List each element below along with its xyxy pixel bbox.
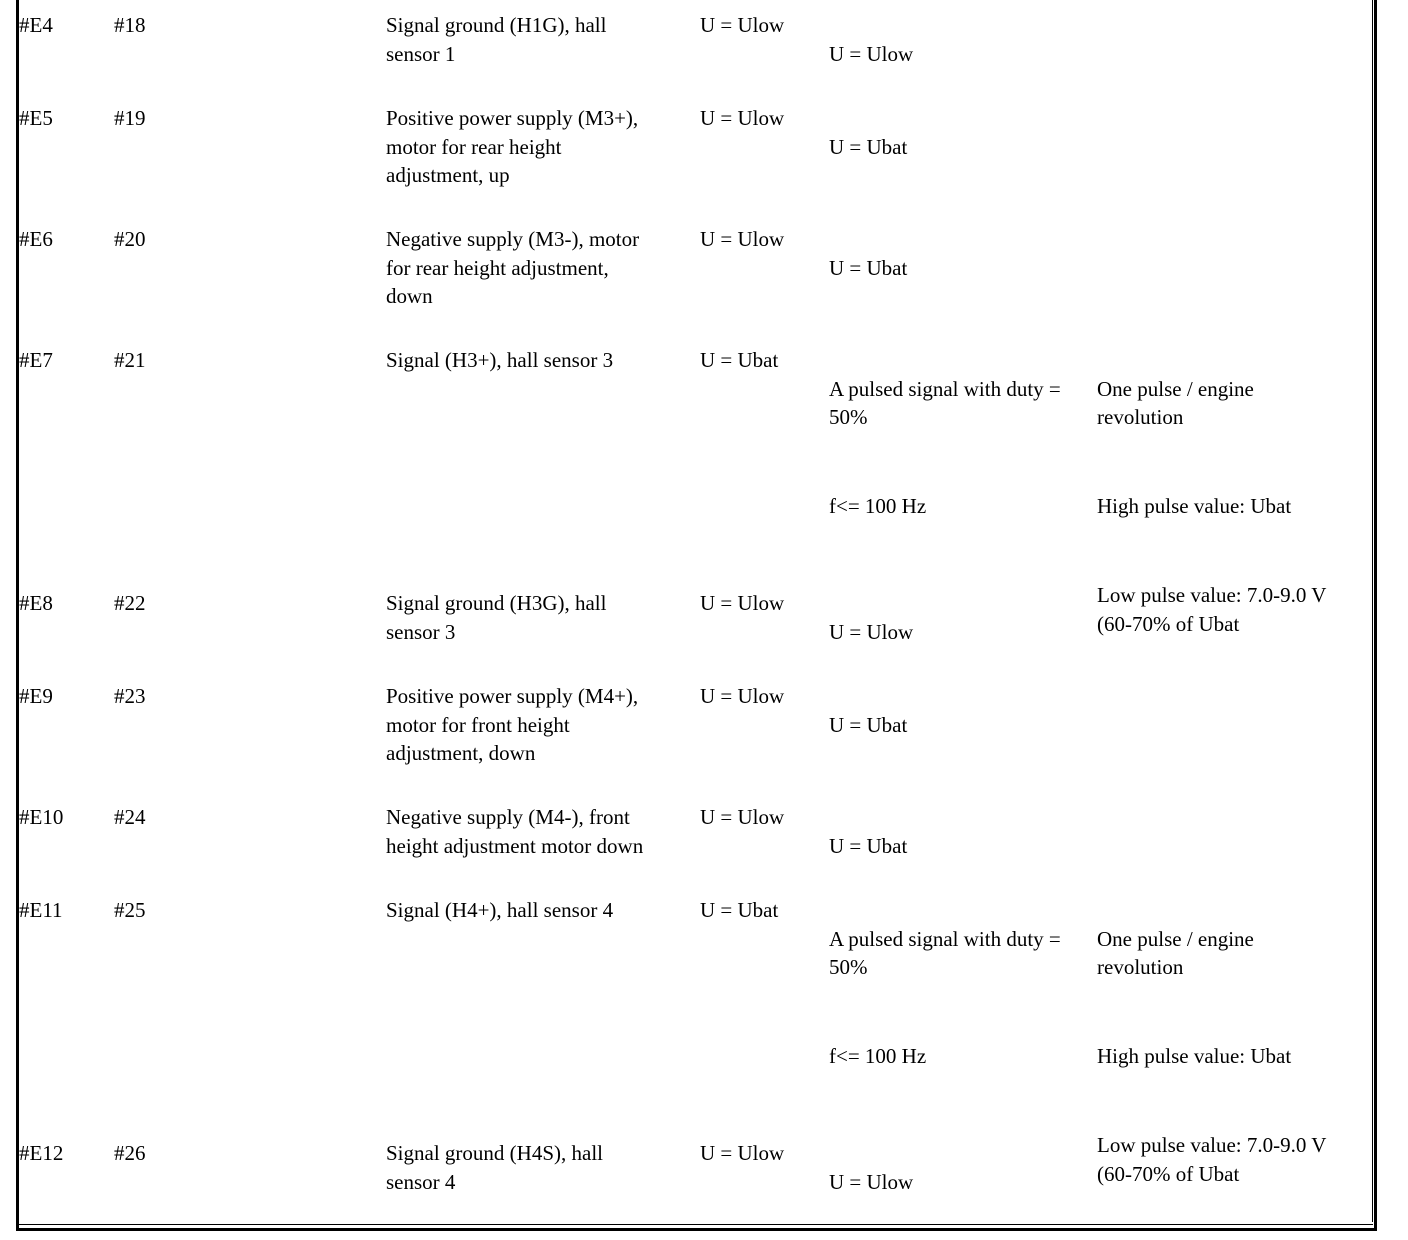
pin-description: Signal ground (H1G), hall sensor 1 <box>386 13 607 66</box>
connector-id: #E5 <box>19 106 53 130</box>
signal-note-line: Low pulse value: 7.0-9.0 V (60-70% of Ubat <box>1097 583 1327 636</box>
pin-description: Positive power supply (M3+), motor for rear height adjustment, up <box>386 106 639 187</box>
pin-number: #25 <box>114 898 146 922</box>
pin-description: Negative supply (M3-), motor for rear height adjustment, down <box>386 227 640 308</box>
voltage-inactive: U = Ulow <box>700 591 785 615</box>
voltage-active-line: f<= 100 Hz <box>829 494 927 518</box>
voltage-inactive: U = Ubat <box>700 898 779 922</box>
voltage-active-line: U = Ulow <box>829 41 914 66</box>
voltage-active <box>829 803 1099 889</box>
voltage-active-line: U = Ubat <box>829 833 908 858</box>
voltage-inactive: U = Ulow <box>700 805 785 829</box>
pin-description: Signal (H4+), hall sensor 4 <box>386 898 614 922</box>
voltage-active-line: f<= 100 Hz <box>829 1044 927 1068</box>
pin-number: #21 <box>114 348 146 372</box>
pin-description: Signal (H3+), hall sensor 3 <box>386 348 614 372</box>
voltage-active-line: U = Ubat <box>829 712 908 737</box>
signal-note-line: One pulse / engine revolution <box>1097 376 1254 429</box>
connector-id: #E7 <box>19 348 53 372</box>
pin-number: #18 <box>114 13 146 37</box>
voltage-inactive: U = Ubat <box>700 348 779 372</box>
pin-number: #20 <box>114 227 146 251</box>
voltage-active-line: U = Ulow <box>829 1169 914 1194</box>
signal-notes <box>1097 346 1377 667</box>
voltage-active <box>829 682 1099 768</box>
voltage-active-line: U = Ubat <box>829 255 908 280</box>
voltage-active <box>829 589 1099 675</box>
pin-number: #24 <box>114 805 146 829</box>
pin-number: #23 <box>114 684 146 708</box>
signal-note-line: Low pulse value: 7.0-9.0 V (60-70% of Ubat <box>1097 1133 1327 1186</box>
voltage-inactive: U = Ulow <box>700 227 785 251</box>
pin-number: #22 <box>114 591 146 615</box>
connector-id: #E4 <box>19 13 53 37</box>
pin-description: Signal ground (H4S), hall sensor 4 <box>386 1141 603 1194</box>
pin-number: #19 <box>114 106 146 130</box>
signal-note-line: High pulse value: Ubat <box>1097 1044 1292 1068</box>
voltage-active-line: A pulsed signal with duty = 50% <box>829 376 1061 429</box>
voltage-active <box>829 11 1099 97</box>
connector-id: #E10 <box>19 805 64 829</box>
signal-note-line: One pulse / engine revolution <box>1097 926 1254 979</box>
voltage-active <box>829 346 1099 549</box>
voltage-active-line: U = Ulow <box>829 619 914 644</box>
signal-note-line: High pulse value: Ubat <box>1097 494 1292 518</box>
pin-description: Signal ground (H3G), hall sensor 3 <box>386 591 607 644</box>
voltage-inactive: U = Ulow <box>700 106 785 130</box>
voltage-inactive: U = Ulow <box>700 684 785 708</box>
voltage-active <box>829 104 1099 190</box>
pin-description: Negative supply (M4-), front height adjustment motor down <box>386 805 644 858</box>
pin-number: #26 <box>114 1141 146 1165</box>
signal-notes <box>1097 896 1377 1217</box>
connector-id: #E6 <box>19 227 53 251</box>
voltage-inactive: U = Ulow <box>700 13 785 37</box>
connector-id: #E9 <box>19 684 53 708</box>
voltage-active <box>829 225 1099 311</box>
voltage-active-line: U = Ubat <box>829 134 908 159</box>
connector-id: #E12 <box>19 1141 64 1165</box>
voltage-active <box>829 1139 1099 1225</box>
pin-description: Positive power supply (M4+), motor for front height adjustment, down <box>386 684 639 765</box>
voltage-active <box>829 896 1099 1099</box>
voltage-inactive: U = Ulow <box>700 1141 785 1165</box>
connector-id: #E11 <box>19 898 63 922</box>
voltage-active-line: A pulsed signal with duty = 50% <box>829 926 1061 979</box>
connector-id: #E8 <box>19 591 53 615</box>
